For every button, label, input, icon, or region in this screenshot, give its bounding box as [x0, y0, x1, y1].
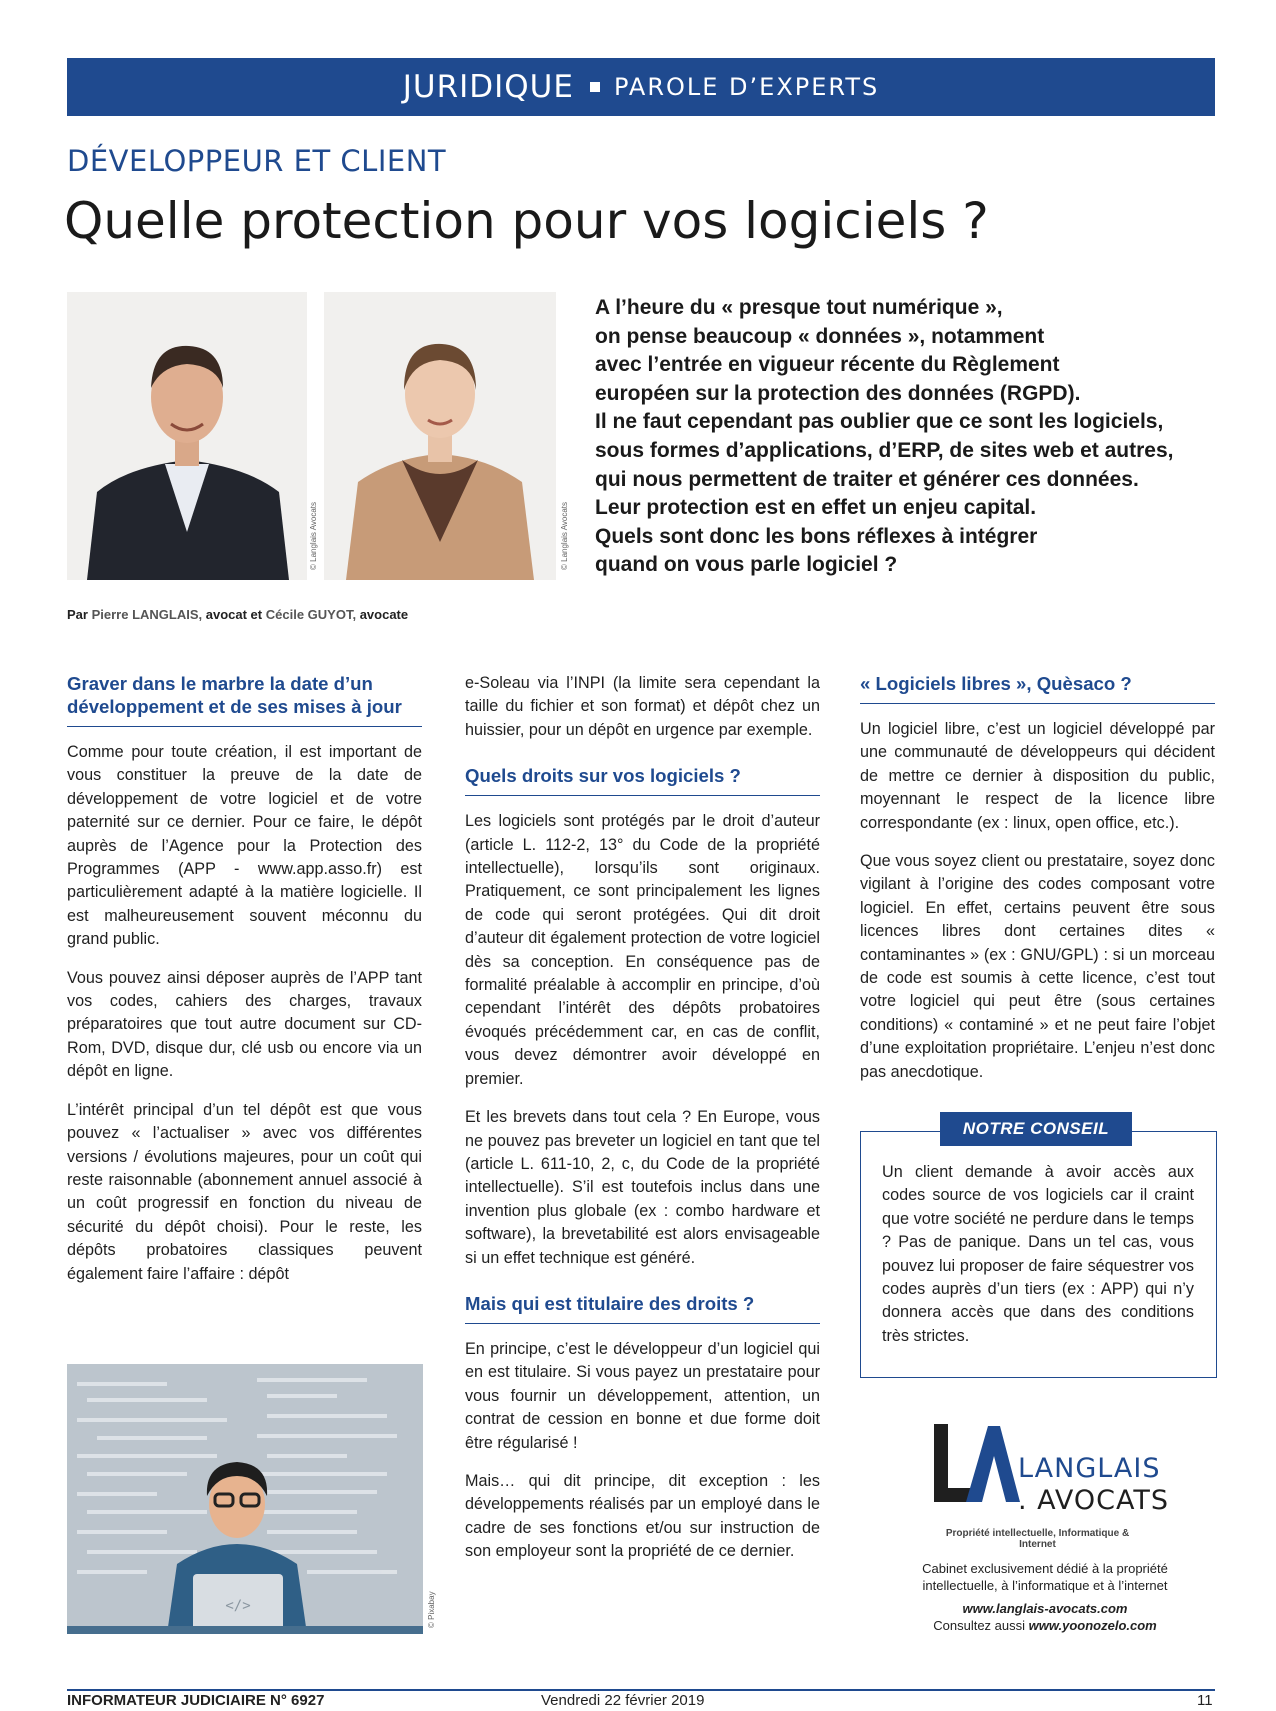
- author-name: Pierre LANGLAIS,: [91, 607, 203, 622]
- advice-text: Un client demande à avoir accès aux codes source de vos logiciels car il craint que votre société ne perdure dans le temps ? Pas de panique. Dans un tel cas, vous pouvez lui proposer de faire séquestrer vos codes auprès d’un tiers (ex : APP) qui n’y donnera accès que dans des conditions très strictes.: [882, 1163, 1194, 1345]
- footer-date: Vendredi 22 février 2019: [541, 1692, 705, 1709]
- intro-line: Leur protection est en effet un enjeu capital.: [595, 496, 1037, 520]
- footer-publication: INFORMATEUR JUDICIAIRE N° 6927: [67, 1692, 325, 1709]
- intro-line: Il ne faut cependant pas oublier que ce sont les logiciels,: [595, 410, 1164, 434]
- column-1: [67, 672, 422, 1301]
- section-heading: « Logiciels libres », Quèsaco ?: [860, 672, 1215, 704]
- website-link[interactable]: www.yoonozelo.com: [1028, 1618, 1157, 1633]
- column-3: [860, 672, 1215, 1099]
- page-number: 11: [1197, 1692, 1213, 1709]
- paragraph: Un logiciel libre, c’est un logiciel développé par une communauté de développeurs qui décident de mettre ce dernier à disposition du public, moyennant le respect de la licence libre correspondante (ex : linux, open office, etc.).: [860, 720, 1215, 832]
- svg-text:</>: </>: [225, 1598, 251, 1614]
- intro-line: qui nous permettent de traiter et générer ces données.: [595, 467, 1139, 491]
- author-name: Cécile GUYOT,: [265, 607, 357, 622]
- footer-rule: [67, 1689, 1215, 1691]
- author-photo-pierre: [67, 292, 307, 580]
- intro-line: européen sur la protection des données (RGPD).: [595, 381, 1081, 405]
- paragraph: Les logiciels sont protégés par le droit d’auteur (article L. 112-2, 13° du Code de la propriété intellectuelle), lorsqu’ils sont originaux. Pratiquement, ce sont principalement les lignes de code qui seront protégées. Qui dit droit d’auteur dit également protection de votre logiciel dès sa conception. En conséquence pas de formalité préalable à accomplir en principe, d’où cependant l’intérêt des dépôts probatoires évoqués précédemment car, en cas de conflit, vous devez démontrer avoir développé en premier.: [465, 812, 820, 1088]
- section-heading: Graver dans le marbre la date d’un développement et de ses mises à jour: [67, 672, 422, 727]
- intro-line: A l’heure du « presque tout numérique »,: [595, 296, 1003, 319]
- photo-credit-1: © Langlais Avocats: [309, 501, 318, 570]
- square-bullet-icon: [590, 82, 600, 92]
- paragraph: e-Soleau via l’INPI (la limite sera cependant la taille du fichier et son format) et dépôt chez un huissier, pour un dépôt en urgence par exemple.: [465, 674, 820, 739]
- developer-illustration: [67, 1364, 423, 1634]
- paragraph: Vous pouvez ainsi déposer auprès de l’APP tant vos codes, cahiers des charges, travaux préparatoires que tout autre document sur CD-Rom, DVD, disque dur, clé usb ou encore via un dépôt en ligne.: [67, 968, 422, 1081]
- intro-line: quand on vous parle logiciel ?: [595, 553, 898, 577]
- subsection-name: PAROLE D’EXPERTS: [613, 73, 880, 101]
- paragraph: Que vous soyez client ou prestataire, soyez donc vigilant à l’origine des codes composant votre logiciel. En effet, certains peuvent être sous licences libres dont certaines dites « contaminantes » (ex : GNU/GPL) : si un morceau de code est soumis à cette licence, c’est tout votre logiciel qui peut être (sous certaines conditions) « contaminé » et ne peut faire l’objet d’une exploitation propriétaire. L’enjeu n’est donc pas anecdotique.: [860, 852, 1215, 1081]
- section-heading: Mais qui est titulaire des droits ?: [465, 1292, 820, 1324]
- paragraph: L’intérêt principal d’un tel dépôt est que vous pouvez « l’actualiser » avec vos différentes versions / évolutions majeures, pour un coût qui reste raisonnable (abonnement annuel associé à un coût progressif en fonction du niveau de sécurité du dépôt choisi). Pour le reste, les dépôts probatoires classiques peuvent également faire l’affaire : dépôt: [67, 1100, 422, 1283]
- intro-line: avec l’entrée en vigueur récente du Règlement: [595, 353, 1060, 377]
- article-intro: [595, 294, 1225, 580]
- photo-credit-3: © Pixabay: [427, 1591, 436, 1628]
- paragraph: Et les brevets dans tout cela ? En Europe, vous ne pouvez pas breveter un logiciel en tant que tel (article L. 611-10, 2, c, du Code de la propriété intellectuelle). S’il est toutefois inclus dans une invention plus globale (ex : combo hardware et software), la brevetabilité est alors envisageable si un effet technique est généré.: [465, 1108, 820, 1267]
- logo-tagline: Propriété intellectuelle, Informatique & Internet: [945, 1528, 1130, 1550]
- paragraph: En principe, c’est le développeur d’un logiciel qui en est titulaire. Si vous payez un prestataire pour vous fournir un développement, attention, un contrat de cession en bonne et due forme doit être régularisé !: [465, 1339, 820, 1452]
- cabinet-info: Cabinet exclusivement dédié à la propriété intellectuelle, à l’informatique et à l’internet www.langlais-avocats.com Consultez aussi www.yoonozelo.com: [880, 1560, 1210, 1634]
- website-link[interactable]: www.langlais-avocats.com: [962, 1601, 1128, 1616]
- intro-line: sous formes d’applications, d’ERP, de sites web et autres,: [595, 438, 1174, 462]
- logo-wordmark: LANGLAIS . AVOCATS: [1018, 1453, 1170, 1516]
- advice-label: NOTRE CONSEIL: [940, 1112, 1132, 1146]
- paragraph: Comme pour toute création, il est important de vous constituer la preuve de la date de développement de votre logiciel et de votre paternité sur ce dernier. Pour ce faire, le dépôt auprès de l’Agence pour la Protection des Programmes (APP - www.app.asso.fr) est particulièrement adapté à la matière logicielle. Il est malheureusement souvent méconnu du grand public.: [67, 743, 422, 949]
- article-title: Quelle protection pour vos logiciels ?: [64, 192, 989, 250]
- section-banner: [67, 58, 1215, 116]
- section-name: JURIDIQUE: [402, 69, 574, 105]
- intro-line: on pense beaucoup « données », notamment: [595, 324, 1045, 348]
- article-kicker: DÉVELOPPEUR ET CLIENT: [67, 144, 447, 178]
- column-2: [465, 672, 820, 1579]
- intro-line: Quels sont donc les bons réflexes à intégrer: [595, 524, 1038, 548]
- author-photo-cecile: [324, 292, 556, 580]
- photo-credit-2: © Langlais Avocats: [560, 501, 569, 570]
- byline: Par Pierre LANGLAIS, avocat et Cécile GUYOT, avocate: [67, 607, 409, 622]
- section-heading: Quels droits sur vos logiciels ?: [465, 764, 820, 796]
- paragraph: Mais… qui dit principe, dit exception : les développements réalisés par un employé dans le cadre de ses fonctions et/ou sur instruction de son employeur sont la propriété de ce dernier.: [465, 1471, 820, 1561]
